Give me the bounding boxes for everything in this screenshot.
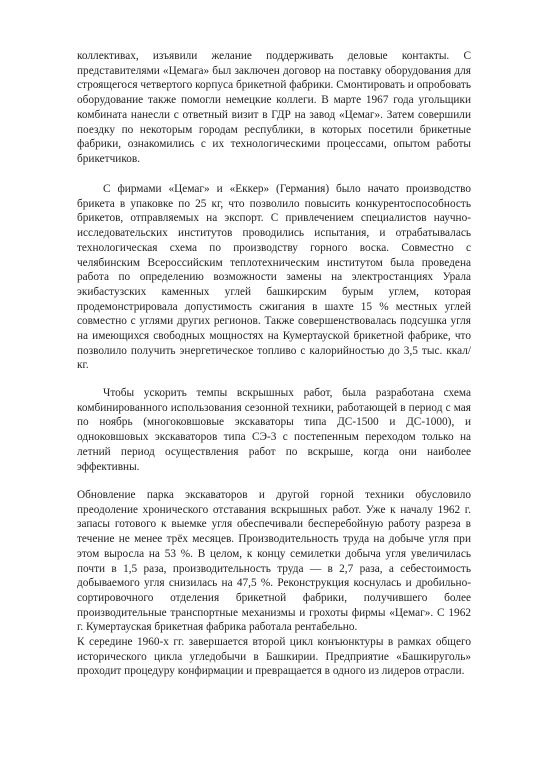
paragraph-stripping-works: Чтобы ускорить темпы вскрышных работ, была разработана схема комбинированного использования сезонной техники, работающей в период с мая по ноябрь (многоковшовые экскаваторы типа ДС-1500 и ДС-1000), и одноковшовых экскаваторов типа СЭ-3 с постепенным переходом только на летний период осуществления работ по вскрыше, когда они наиболее эффективны. — [77, 387, 471, 473]
paragraph-german-cooperation: коллективах, изъявили желание поддерживать деловые контакты. С представителями «Цемага» был заключен договор на поставку оборудования для строящегося четвертого корпуса брикетной фабрики. Смонтировать и опробовать оборудование также помогли немецкие коллеги. В марте 1967 года угольщики комбината нанесли с ответный визит в ГДР на завод «Цемаг». Затем совершили поездку по некоторым городам республики, в которых посетили брикетные фабрики, ознакомились с их технологическими процессами, опытом работы брикетчиков. — [77, 50, 471, 165]
paragraph-briquette-production: С фирмами «Цемаг» и «Еккер» (Германия) было начато производство брикета в упаковке по 25 кг, что позволило повысить конкурентоспособность брикетов, отправляемых на экспорт. С привлечением специалистов научно-исследовательских институтов проводились испытания, и отрабатывалась технологическая схема по производству горного воска. Совместно с челябинским Всероссийским теплотехническим институтом была проведена работа по определению возможности замены на электростанциях Урала экибастузских каменных углей башкирским бурым углем, которая продемонстрировала допустимость сжигания в шахте 15 % местных углей совместно с углями других регионов. Также совершенствовалась подсушка угля на имеющихся свободных мощностях на Кумертауской брикетной фабрике, что позволило получить энергетическое топливо с калорийностью до 3,5 тыс. ккал/кг. — [77, 183, 471, 372]
paragraph-conclusion: К середине 1960-х гг. завершается второй цикл конъюнктуры в рамках общего исторического цикла угледобычи в Башкирии. Предприятие «Башкируголь» проходит процедуру конфирмации и превращается в одного из лидеров отрасли. — [77, 636, 471, 678]
paragraph-equipment-renewal: Обновление парка экскаваторов и другой горной техники обусловило преодоление хронического отставания вскрышных работ. Уже к началу 1962 г. запасы готового к выемке угля обеспечивали бесперебойную работу разреза в течение не менее трёх месяцев. Производительность труда на добыче угля при этом выросла на 53 %. В целом, к концу семилетки добыча угля увеличилась почти в 1,5 раза, производительность труда — в 2,7 раза, а себестоимость добываемого угля снизилась на 47,5 %. Реконструкция коснулась и дробильно-сортировочного отделения брикетной фабрики, получившего более производительные транспортные механизмы и грохоты фирмы «Цемаг». С 1962 г. Кумертауская брикетная фабрика работала рентабельно. — [77, 489, 471, 634]
